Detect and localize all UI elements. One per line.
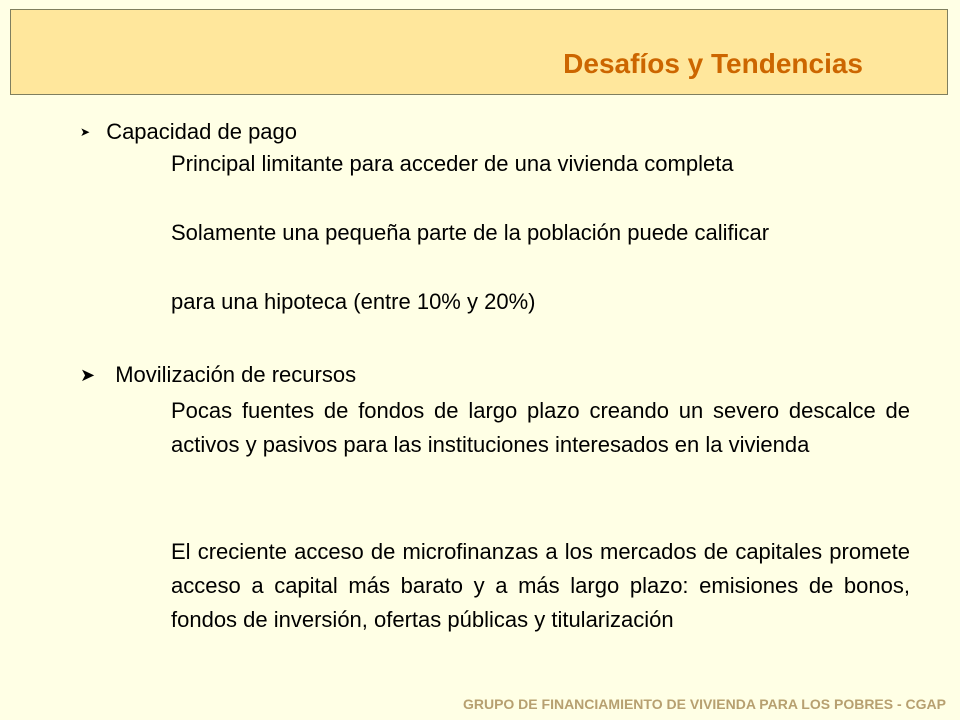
slide-title: Desafíos y Tendencias [563, 48, 863, 79]
footer-text: GRUPO DE FINANCIAMIENTO DE VIVIENDA PARA LOS POBRES - CGAP [462, 696, 946, 712]
arrowhead-bullet-icon: ➤ [80, 365, 96, 386]
arrowhead-bullet-icon: ➤ [80, 125, 91, 139]
body-paragraph: El creciente acceso de microfinanzas a los mercados de capitales promete acceso a capital más barato y a más largo plazo: emisiones de bonos, fondos de inversión, ofertas públicas y titularización [171, 539, 910, 632]
bullet-heading: Capacidad de pago [106, 119, 298, 144]
bullet-heading: Movilización de recursos [115, 362, 357, 387]
body-paragraph: Solamente una pequeña parte de la población puede calificar [171, 220, 770, 245]
body-paragraph: Principal limitante para acceder de una vivienda completa [171, 151, 734, 176]
body-paragraph: para una hipoteca (entre 10% y 20%) [171, 289, 536, 314]
bullet-movilizacion-de-recursos [80, 358, 356, 393]
bullet-capacidad-de-pago [80, 115, 297, 149]
body-paragraph: Pocas fuentes de fondos de largo plazo creando un severo descalce de activos y pasivos para las instituciones interesados en la vivienda [171, 398, 910, 457]
